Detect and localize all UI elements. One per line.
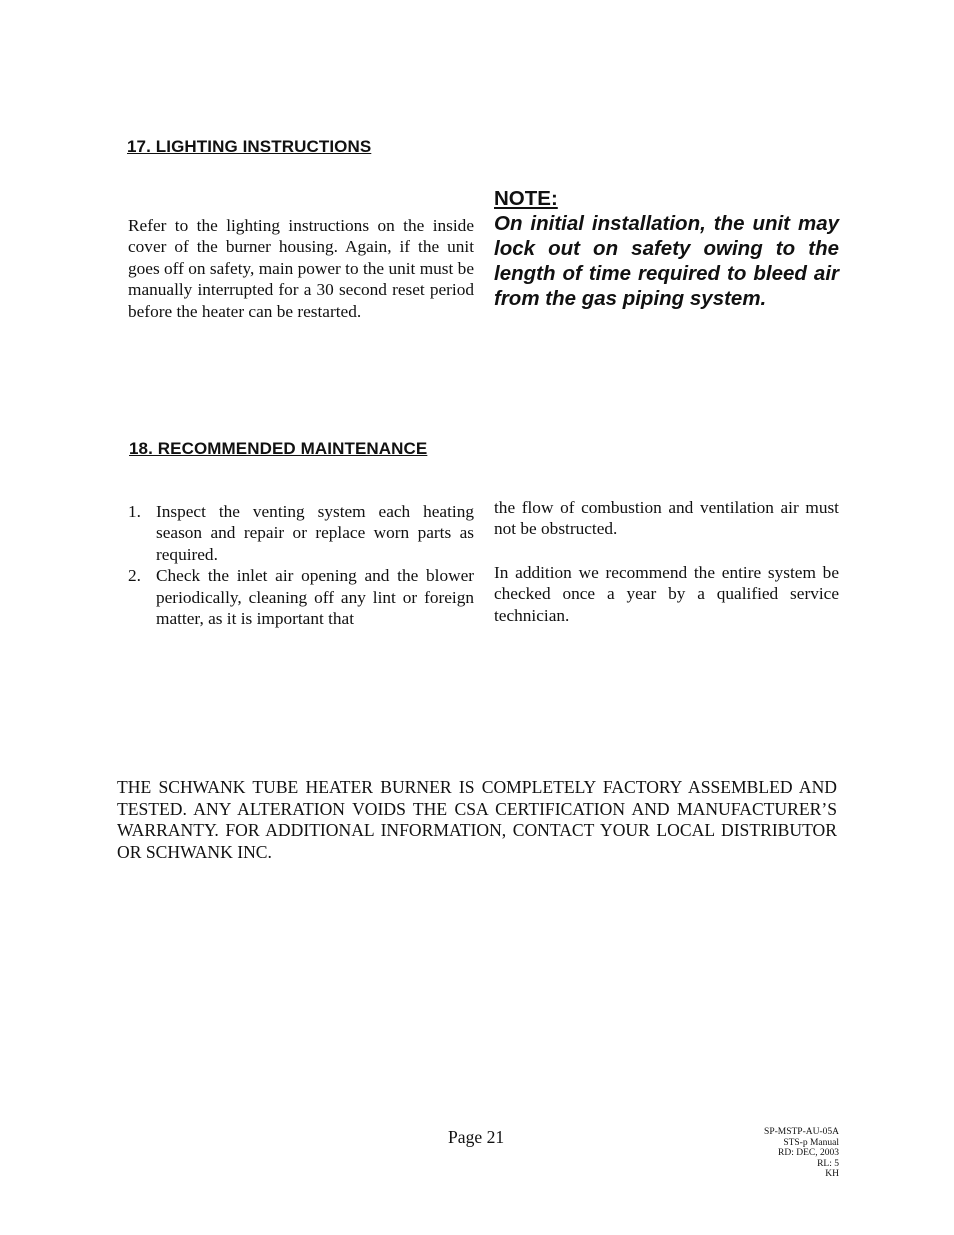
doc-revision-date: RD: DEC, 2003 [778, 1148, 839, 1159]
list-item-number: 2. [128, 566, 141, 586]
maintenance-recommendation: In addition we recommend the entire system be checked once a year by a qualified service technician. [494, 563, 839, 625]
doc-code: SP-MSTP-AU-05A [764, 1127, 839, 1137]
document-info [720, 1127, 839, 1180]
list-item-text: Check the inlet air opening and the blower periodically, cleaning off any lint or foreign matter, as it is important that [156, 566, 474, 629]
note-text: On initial installation, the unit may lock out on safety owing to the length of time required to bleed air from the gas piping system. [494, 212, 839, 310]
page-number: Page 21 [448, 1127, 505, 1147]
section-17-heading: 17. LIGHTING INSTRUCTIONS [127, 137, 372, 156]
list-item [128, 501, 474, 565]
maintenance-list [128, 501, 474, 629]
doc-revision-level: RL: 5 [817, 1158, 839, 1169]
doc-author-initials: KH [825, 1169, 839, 1180]
warranty-disclaimer: THE SCHWANK TUBE HEATER BURNER IS COMPLETELY FACTORY ASSEMBLED AND TESTED. ANY ALTERATION VOIDS THE CSA CERTIFICATION AND MANUFACTURER’S WARRANTY. FOR ADDITIONAL INFORMATION, CONTACT YOUR LOCAL DISTRIBUTOR OR SCHWANK INC. [117, 777, 837, 863]
note-block [494, 187, 839, 311]
note-title: NOTE: [494, 187, 558, 210]
lighting-instructions-text: Refer to the lighting instructions on the inside cover of the burner housing. Again, if the unit goes off on safety, main power to the unit must be manually interrupted for a 30 second reset period before the heater can be restarted. [128, 216, 474, 321]
doc-manual: STS-p Manual [783, 1137, 839, 1148]
list-item [128, 565, 474, 629]
list-item-text: Inspect the venting system each heating season and repair or replace worn parts as required. [156, 502, 474, 564]
section-18-heading: 18. RECOMMENDED MAINTENANCE [129, 439, 428, 458]
maintenance-continuation: the flow of combustion and ventilation air must not be obstructed. [494, 498, 839, 539]
list-item-number: 1. [128, 502, 141, 521]
